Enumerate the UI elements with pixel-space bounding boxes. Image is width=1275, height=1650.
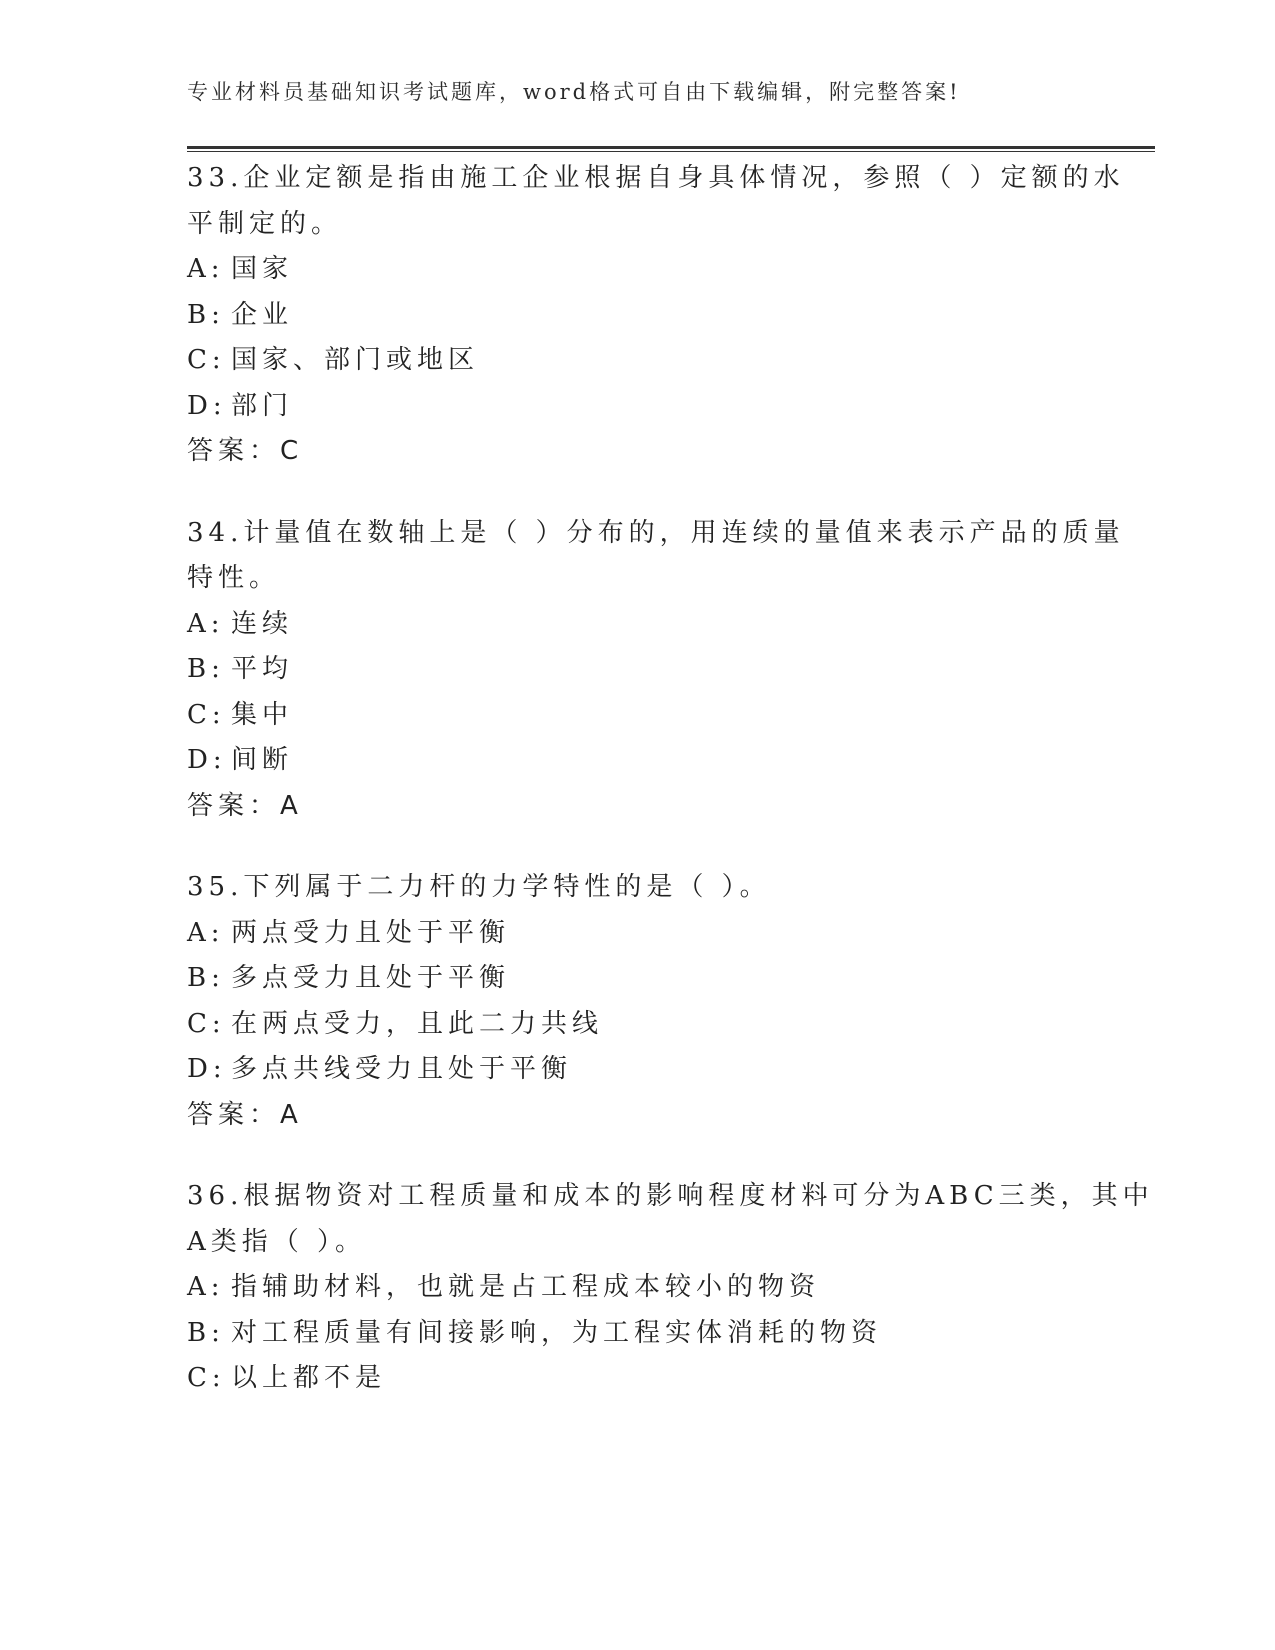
answer-option xyxy=(187,738,1087,784)
answer-option xyxy=(187,693,1087,739)
option-letter: D: xyxy=(187,390,227,421)
question-stem-line: 33.企业定额是指由施工企业根据自身具体情况，参照（ ）定额的水 xyxy=(187,163,1125,193)
option-text: 平均 xyxy=(231,654,294,684)
option-text: 指辅助材料，也就是占工程成本较小的物资 xyxy=(231,1272,821,1302)
header-divider-thick xyxy=(187,146,1155,149)
question-block xyxy=(187,865,1087,1138)
header-divider-thin xyxy=(187,151,1155,152)
question-stem-line: A类指（ ）。 xyxy=(187,1226,367,1257)
page-header: 专业材料员基础知识考试题库，word格式可自由下载编辑，附完整答案! xyxy=(187,80,961,104)
option-text: 对工程质量有间接影响，为工程实体消耗的物资 xyxy=(231,1317,883,1348)
answer-option xyxy=(187,1356,1087,1402)
option-letter: C: xyxy=(187,1008,226,1039)
question-block xyxy=(187,156,1125,475)
option-letter: A: xyxy=(187,917,225,948)
question-stem-line: 35.下列属于二力杆的力学特性的是（ ）。 xyxy=(187,872,771,902)
option-text: 国家、部门或地区 xyxy=(231,345,480,375)
answer-option xyxy=(187,338,1087,384)
option-letter: C: xyxy=(187,1363,226,1393)
question-list xyxy=(187,156,1154,1438)
answer-option xyxy=(187,247,1087,293)
option-letter: A: xyxy=(187,608,225,639)
option-letter: C: xyxy=(187,345,226,375)
answer-key: 答案：C xyxy=(187,436,304,466)
option-text: 多点共线受力且处于平衡 xyxy=(231,1054,573,1084)
option-letter: B: xyxy=(187,963,225,993)
question-stem-line: 34.计量值在数轴上是（ ）分布的，用连续的量值来表示产品的质量 xyxy=(187,517,1125,548)
answer-option xyxy=(187,602,1087,648)
answer-option xyxy=(187,1002,1087,1048)
question-stem-line: 36.根据物资对工程质量和成本的影响程度材料可分为ABC三类，其中 xyxy=(187,1181,1154,1211)
option-letter: D: xyxy=(187,745,227,775)
option-text: 两点受力且处于平衡 xyxy=(231,917,511,948)
option-text: 在两点受力，且此二力共线 xyxy=(231,1008,604,1039)
option-text: 多点受力且处于平衡 xyxy=(231,963,511,993)
option-text: 国家 xyxy=(231,254,294,284)
option-text: 企业 xyxy=(231,299,294,330)
answer-option xyxy=(187,1047,1087,1093)
option-text: 部门 xyxy=(231,390,294,421)
option-letter: A: xyxy=(187,1272,225,1302)
option-letter: D: xyxy=(187,1054,227,1084)
question-stem-line: 平制定的。 xyxy=(187,208,343,239)
answer-option xyxy=(187,1265,1087,1311)
answer-key: 答案：A xyxy=(187,790,303,821)
answer-option xyxy=(187,911,1087,957)
option-letter: B: xyxy=(187,1317,225,1348)
option-letter: A: xyxy=(187,254,225,284)
answer-option xyxy=(187,647,1087,693)
option-letter: B: xyxy=(187,654,225,684)
answer-option xyxy=(187,1311,1087,1357)
question-block xyxy=(187,1174,1154,1402)
option-letter: C: xyxy=(187,699,226,730)
option-letter: B: xyxy=(187,299,225,330)
answer-key: 答案：A xyxy=(187,1099,303,1130)
option-text: 间断 xyxy=(231,745,294,775)
option-text: 以上都不是 xyxy=(231,1363,387,1393)
answer-option xyxy=(187,384,1087,430)
question-block xyxy=(187,511,1125,830)
answer-option xyxy=(187,293,1087,339)
question-stem-line: 特性。 xyxy=(187,563,281,593)
option-text: 连续 xyxy=(231,608,294,639)
answer-option xyxy=(187,956,1087,1002)
option-text: 集中 xyxy=(231,699,294,730)
